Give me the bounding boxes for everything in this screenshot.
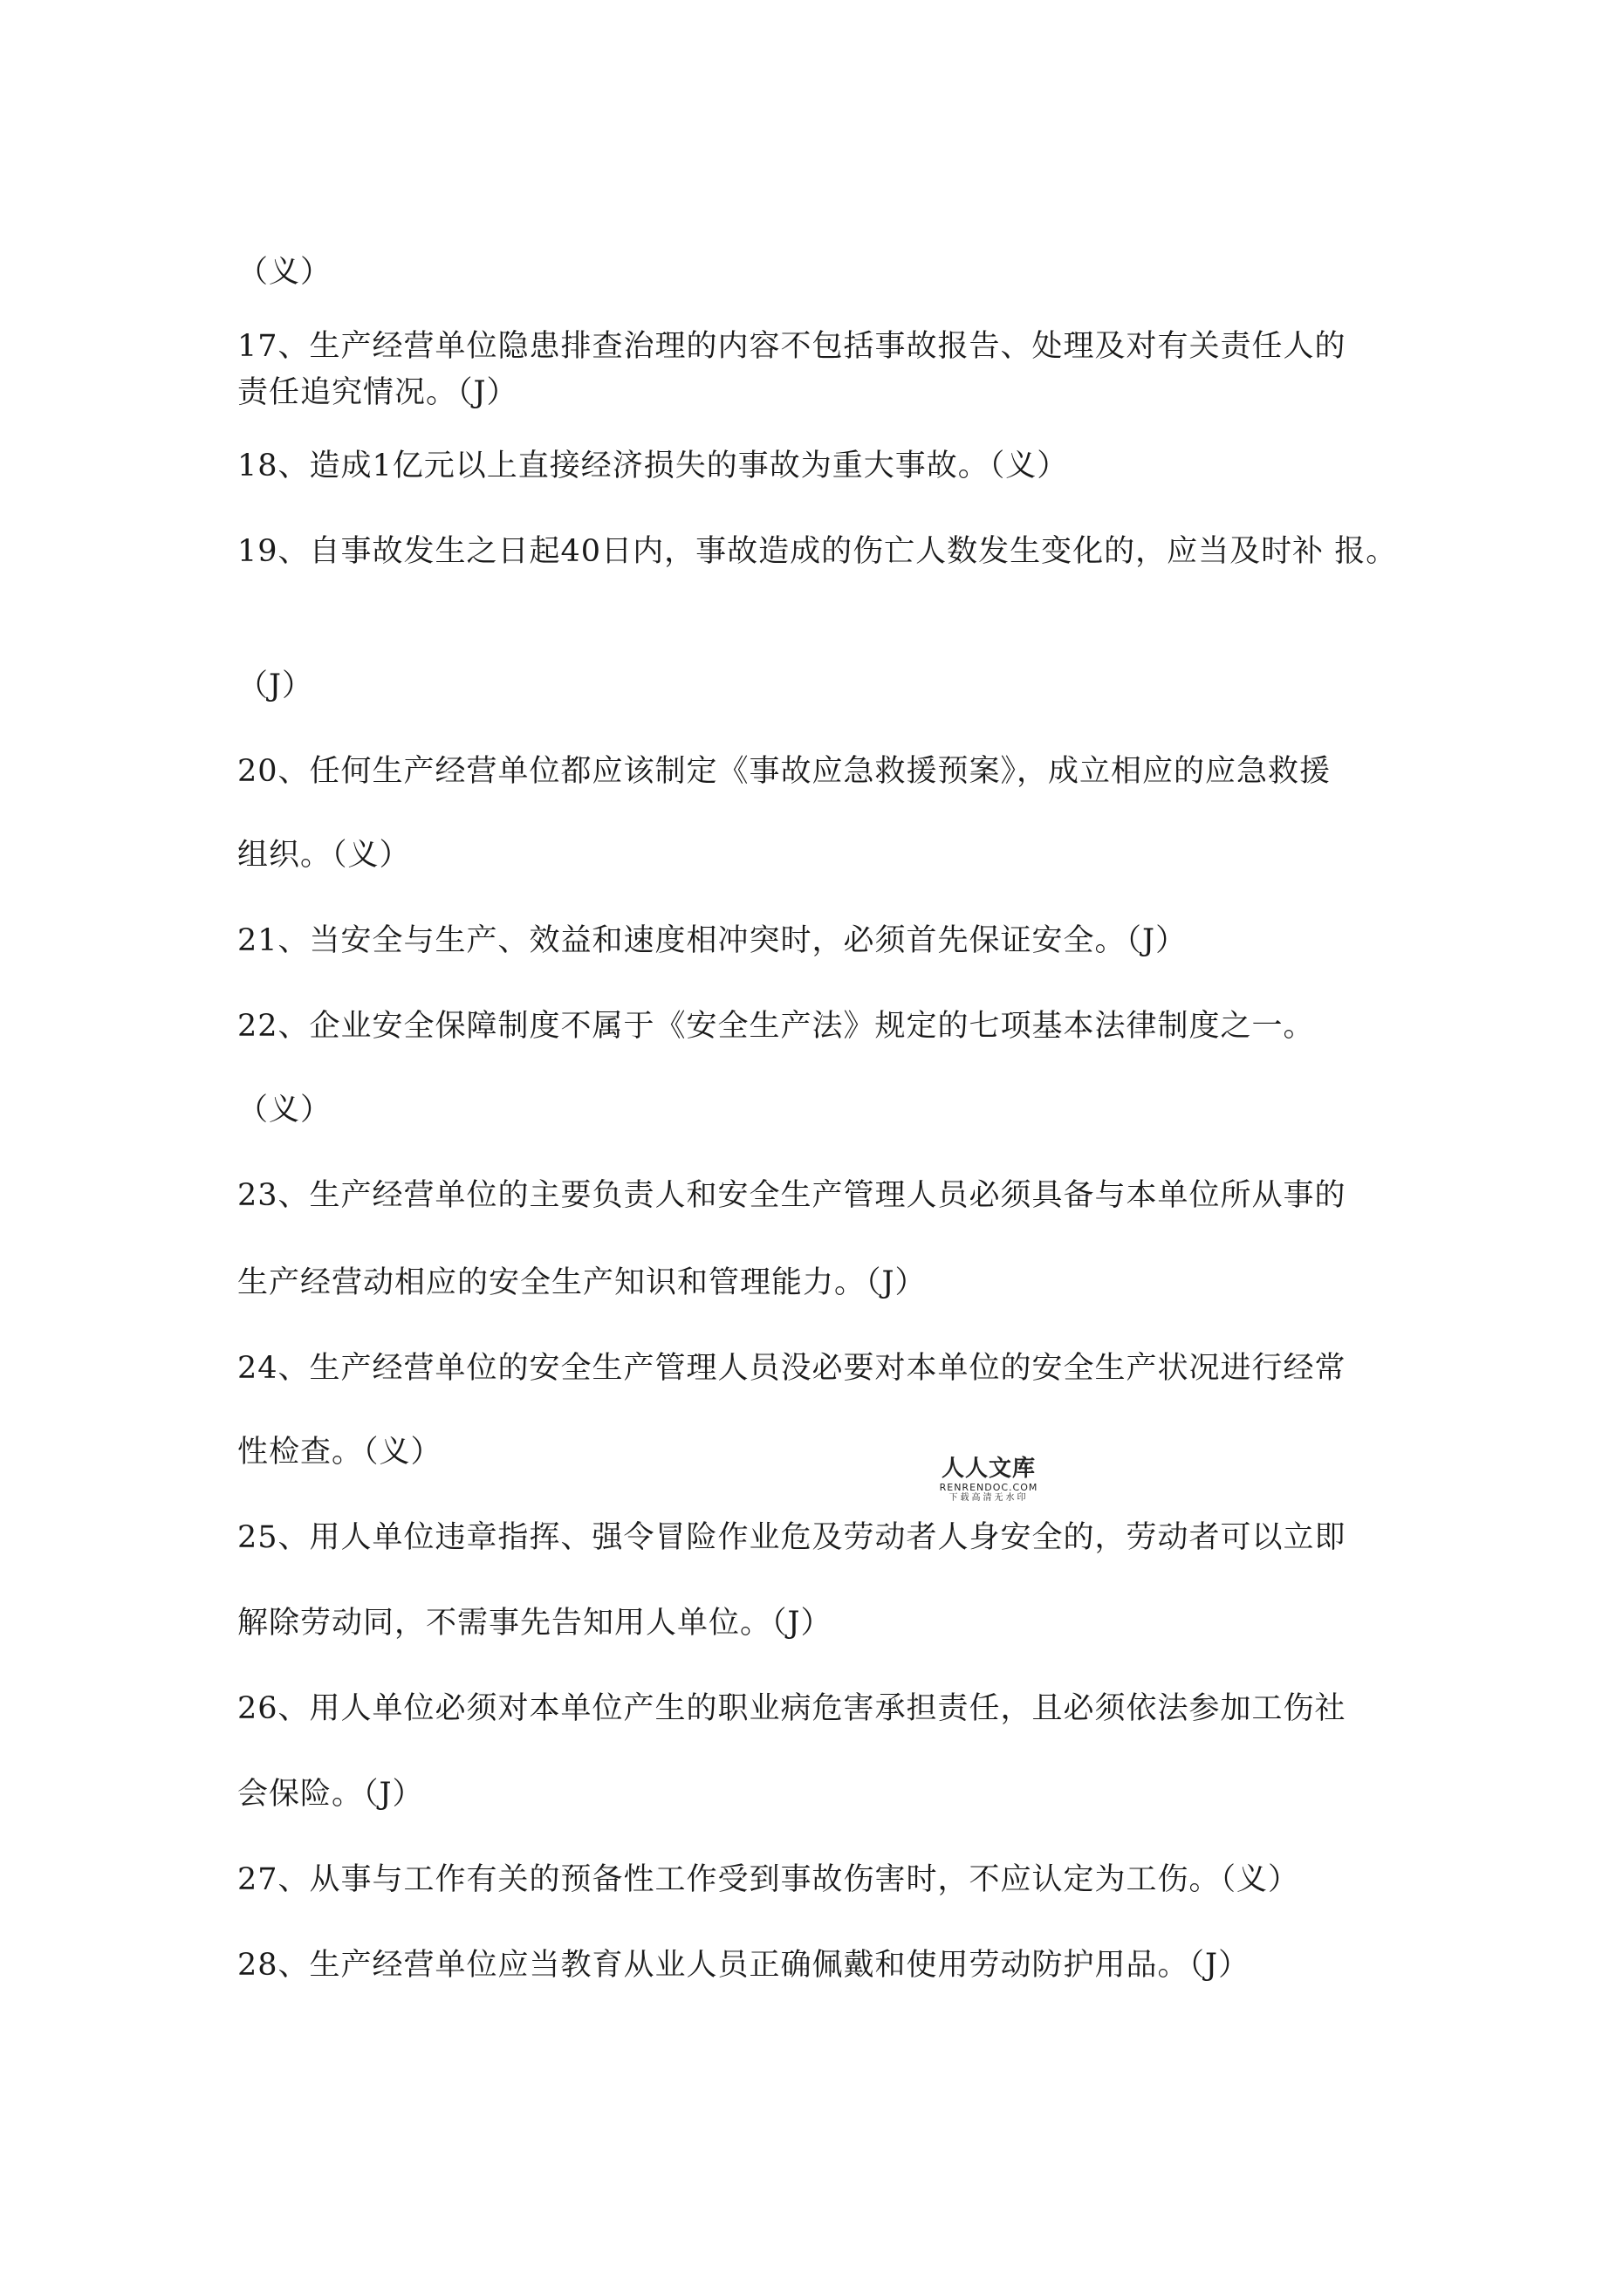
question-25-line-1: 25、用人单位违章指挥、强令冒险作业危及劳动者人身安全的，劳动者可以立即 [237, 1520, 1346, 1555]
question-17-line-2: 责任追究情况。（J） [237, 375, 518, 410]
watermark-title: 人人文库 [941, 1456, 1036, 1482]
answer-line-16: （义） [237, 255, 332, 290]
question-21: 21、当安全与生产、效益和速度相冲突时，必须首先保证安全。（J） [237, 923, 1188, 958]
question-19-line-1: 19、自事故发生之日起40日内，事故造成的伤亡人数发生变化的，应当及时补 报。 [237, 534, 1398, 569]
question-24-line-2: 性检查。（义） [237, 1435, 442, 1470]
question-20-line-1: 20、任何生产经营单位都应该制定《事故应急救援预案》，成立相应的应急救援 [237, 754, 1332, 789]
question-27: 27、从事与工作有关的预备性工作受到事故伤害时，不应认定为工伤。（义） [237, 1862, 1300, 1897]
question-26-line-2: 会保险。（J） [237, 1777, 424, 1812]
question-19-answer: （J） [237, 668, 314, 703]
question-20-line-2: 组织。（义） [237, 838, 411, 873]
watermark-site: RENRENDOC.COM [939, 1482, 1038, 1493]
question-18: 18、造成1亿元以上直接经济损失的事故为重大事故。（义） [237, 449, 1069, 483]
question-28: 28、生产经营单位应当教育从业人员正确佩戴和使用劳动防护用品。（J） [237, 1948, 1250, 1983]
watermark-logo [923, 1456, 1054, 1504]
question-23-line-1: 23、生产经营单位的主要负责人和安全生产管理人员必须具备与本单位所从事的 [237, 1178, 1346, 1213]
question-23-line-2: 生产经营动相应的安全生产知识和管理能力。（J） [237, 1265, 927, 1300]
question-22-answer: （义） [237, 1093, 332, 1127]
question-24-line-1: 24、生产经营单位的安全生产管理人员没必要对本单位的安全生产状况进行经常 [237, 1351, 1346, 1386]
watermark-subtitle: 下载高清无水印 [948, 1493, 1029, 1503]
question-17-line-1: 17、生产经营单位隐患排查治理的内容不包括事故报告、处理及对有关责任人的 [237, 329, 1346, 364]
question-25-line-2: 解除劳动同，不需事先告知用人单位。（J） [237, 1606, 832, 1641]
question-26-line-1: 26、用人单位必须对本单位产生的职业病危害承担责任，且必须依法参加工伤社 [237, 1691, 1346, 1726]
question-22-line-1: 22、企业安全保障制度不属于《安全生产法》规定的七项基本法律制度之一。 [237, 1009, 1315, 1044]
